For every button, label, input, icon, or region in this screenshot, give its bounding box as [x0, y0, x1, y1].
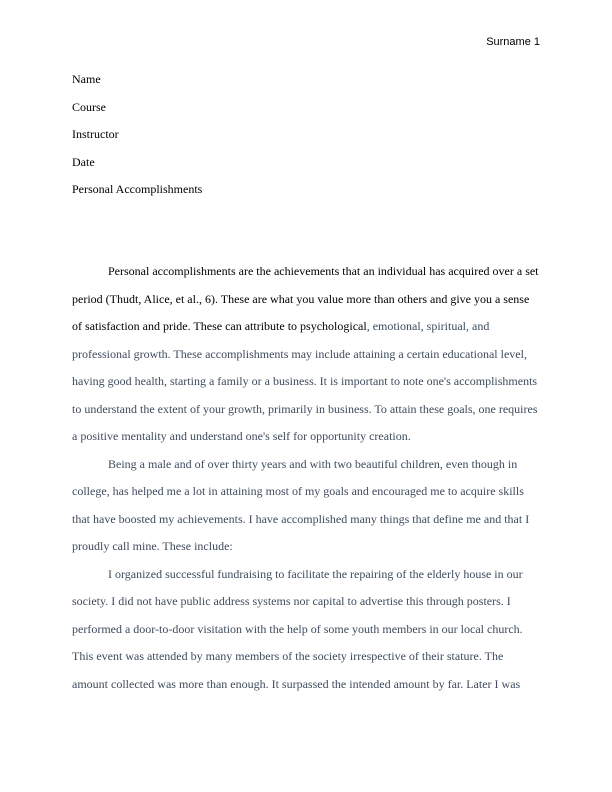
p2-line-3: that have boosted my achievements. I have accomplished many things that define me and that I: [72, 511, 530, 526]
p1-line-6: to understand the extent of your growth, primarily in business. To attain these goals, one requires: [72, 401, 538, 416]
p1-line-7: a positive mentality and understand one's self for opportunity creation.: [72, 429, 411, 443]
p1-line-3a: of satisfaction and pride. These can attribute to psychological: [72, 319, 367, 333]
instructor-name: Instructor: [72, 127, 119, 141]
p1-line-5: having good health, starting a family or a business. It is important to note one's accomplishments: [72, 374, 538, 388]
essay-title: Personal Accomplishments: [72, 182, 203, 196]
course-name: Course: [72, 99, 106, 114]
p2-line-2: college, has helped me a lot in attaining most of my goals and encouraged me to acquire skills: [72, 484, 524, 498]
p1-line-3: [72, 316, 540, 344]
p3-line-5: amount collected was more than enough. It surpassed the intended amount by far. Later I was: [72, 676, 521, 691]
p3-line-3: performed a door-to-door visitation with the help of some youth members in our local church.: [72, 621, 523, 636]
p2-line-1: Being a male and of over thirty years and with two beautiful children, even though in: [108, 456, 518, 471]
p1-line-3b: , emotional, spiritual, and: [366, 319, 490, 333]
essay-body: [72, 261, 540, 701]
p3-line-4: This event was attended by many members of the society irrespective of their stature. The: [72, 649, 504, 663]
p2-line-4: proudly call mine. These include:: [72, 539, 233, 553]
p3-line-1: I organized successful fundraising to facilitate the repairing of the elderly house in our: [108, 566, 523, 581]
p3-line-2: society. I did not have public address systems nor capital to advertise this through posters. I: [72, 594, 511, 608]
p1-line-2: period (Thudt, Alice, et al., 6). These are what you value more than others and give you a sense: [72, 291, 530, 306]
p1-line-4: professional growth. These accomplishments may include attaining a certain educational level,: [72, 346, 527, 361]
running-head: Surname 1: [486, 36, 540, 48]
p1-line-1: Personal accomplishments are the achievements that an individual has acquired over a set: [108, 264, 539, 278]
date-line: Date: [72, 154, 95, 169]
heading-block: [72, 70, 540, 208]
student-name: Name: [72, 72, 101, 86]
